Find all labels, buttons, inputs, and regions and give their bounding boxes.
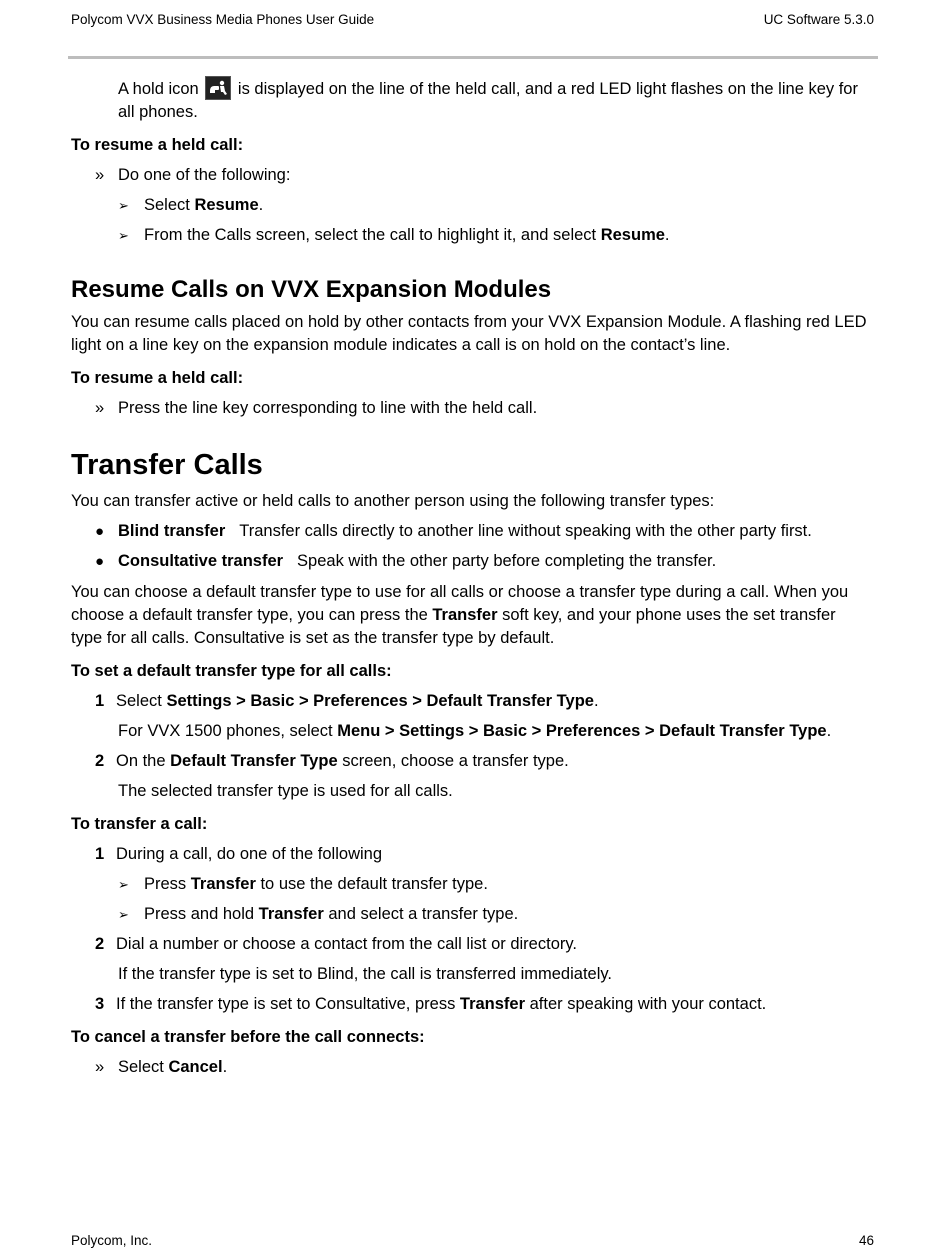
procedure-heading-resume-expansion: To resume a held call: [71,369,244,387]
header-divider [68,56,878,59]
procedure-heading-transfer: To transfer a call: [71,815,208,833]
bullet-icon: ● [95,523,105,540]
page-header [71,12,874,30]
list-item: 3 If the transfer type is set to Consultative, press Transfer after speaking with your contact. [71,993,871,1016]
step-number: 1 [95,845,105,863]
hold-icon [205,76,231,100]
chevron-icon: » [95,1058,105,1076]
arrow-bullet-icon: ➢ [118,198,129,213]
chevron-icon: » [95,166,105,184]
list-item: ➢ Press and hold Transfer and select a transfer type. [71,903,871,926]
list-item: 1 Select Settings > Basic > Preferences > Default Transfer Type. [71,690,871,713]
procedure-heading-cancel: To cancel a transfer before the call connects: [71,1028,425,1046]
bullet-icon: ● [95,553,105,570]
list-item: ➢ Select Resume. [71,194,871,217]
step-number: 2 [95,752,105,770]
section-heading-expansion: Resume Calls on VVX Expansion Modules [71,276,552,303]
transfer-intro: You can transfer active or held calls to another person using the following transfer types: [71,492,715,510]
step-note: The selected transfer type is used for all calls. [118,782,453,800]
list-item: ● Blind transfer Transfer calls directly to another line without speaking with the other party first. [71,520,871,543]
step-note: If the transfer type is set to Blind, the call is transferred immediately. [118,965,612,983]
list-item: 2 On the Default Transfer Type screen, choose a transfer type. [71,750,871,773]
procedure-heading-resume: To resume a held call: [71,136,244,154]
expansion-paragraph: You can resume calls placed on hold by other contacts from your VVX Expansion Module. A flashing red LED light on a line key on the expansion module indicates a call is on hold on the contact’s line. [71,313,867,354]
list-item: ➢ From the Calls screen, select the call to highlight it, and select Resume. [71,224,871,247]
step-note: For VVX 1500 phones, select Menu > Settings > Basic > Preferences > Default Transfer Type. [118,722,832,740]
list-item: 1 During a call, do one of the following [71,843,871,866]
page-content [71,76,871,1079]
list-item: ● Consultative transfer Speak with the other party before completing the transfer. [71,550,871,573]
list-item: ➢ Press Transfer to use the default transfer type. [71,873,871,896]
step-number: 2 [95,935,105,953]
transfer-paragraph: You can choose a default transfer type to use for all calls or choose a transfer type during a call. When you choose a default transfer type, you can press the Transfer soft key, and your phone uses the set transfer type for all calls. Consultative is set as the transfer type by default. [71,583,849,647]
procedure-heading-default-transfer: To set a default transfer type for all calls: [71,662,392,680]
arrow-bullet-icon: ➢ [118,907,129,922]
header-guide-title: Polycom VVX Business Media Phones User Guide [71,12,375,27]
list-item: » Press the line key corresponding to line with the held call. [71,397,871,420]
list-item: 2 Dial a number or choose a contact from the call list or directory. [71,933,871,956]
arrow-bullet-icon: ➢ [118,228,129,243]
step-number: 1 [95,692,105,710]
list-item: » Select Cancel. [71,1056,871,1079]
arrow-bullet-icon: ➢ [118,877,129,892]
footer-company: Polycom, Inc. [71,1233,153,1248]
list-item: » Do one of the following: [71,164,871,187]
chevron-icon: » [95,399,105,417]
section-heading-transfer: Transfer Calls [71,449,263,481]
page-number: 46 [858,1233,874,1248]
hold-icon-paragraph: A hold icon is displayed on the line of the held call, and a red LED light flashes on the line key for all phones. [71,76,871,124]
header-software-version: UC Software 5.3.0 [763,12,874,27]
step-number: 3 [95,995,105,1013]
